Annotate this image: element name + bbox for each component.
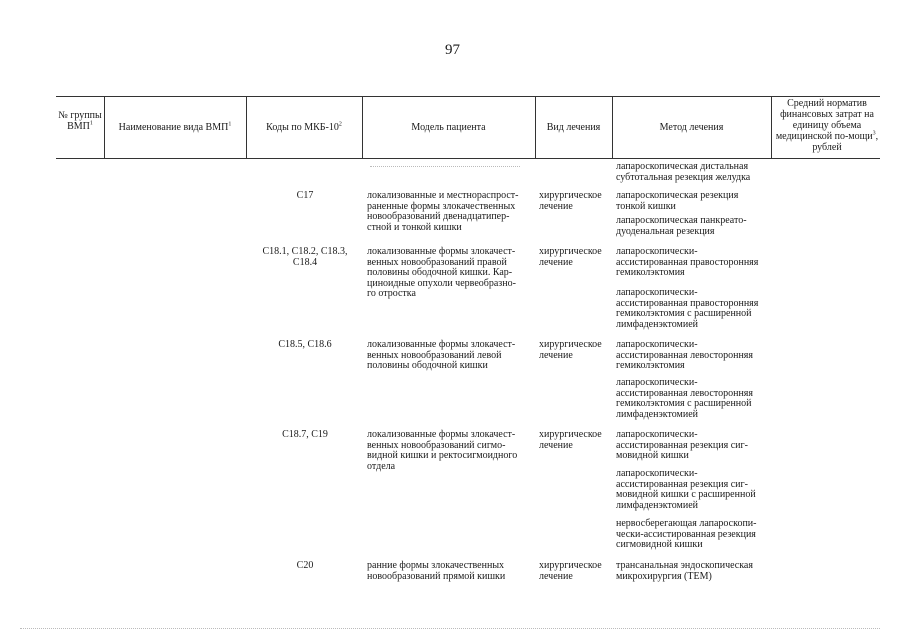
treatment-type: хирургическое лечение bbox=[539, 246, 602, 268]
header-avg-norm-tail: , рублей bbox=[812, 131, 879, 153]
treatment-type: хирургическое лечение bbox=[539, 190, 602, 212]
header-treatment-method bbox=[612, 122, 771, 133]
header-avg-norm bbox=[773, 98, 881, 153]
treatment-method: нервосберегающая лапароскопи- чески-ассистированная резекция сигмовидной кишки bbox=[616, 518, 757, 550]
header-patient-model-label: Модель пациента bbox=[411, 122, 486, 133]
treatment-method: лапароскопически- ассистированная правосторонняя гемиколэктомия bbox=[616, 246, 759, 278]
treatment-type: хирургическое лечение bbox=[539, 339, 602, 361]
header-avg-norm-label: Средний норматив финансовых затрат на единицу объема медицинской по-мощи bbox=[775, 98, 874, 142]
treatment-type: хирургическое лечение bbox=[539, 429, 602, 451]
header-treatment-method-label: Метод лечения bbox=[659, 122, 724, 133]
header-icd-codes-label: Коды по МКБ-10 bbox=[266, 122, 339, 133]
icd-code: C17 bbox=[296, 190, 314, 201]
patient-model: локализованные формы злокачест- венных новообразований левой половины ободочной кишки bbox=[367, 339, 516, 371]
footnote-ref-1: 1 bbox=[228, 121, 232, 128]
header-icd-codes bbox=[246, 122, 362, 133]
patient-model: локализованные формы злокачест- венных новообразований правой половины ободочной кишки. Кар- циноидные опухоли червеобразно- го отростка bbox=[367, 246, 516, 299]
header-vmp-name bbox=[104, 122, 246, 133]
treatment-method: лапароскопическая резекция тонкой кишки bbox=[616, 190, 739, 212]
header-group-number-label: № группы ВМП bbox=[58, 110, 102, 132]
treatment-method: лапароскопически- ассистированная резекция сиг- мовидной кишки bbox=[616, 429, 748, 461]
header-group-number bbox=[56, 110, 104, 132]
header-treatment-type-label: Вид лечения bbox=[546, 122, 601, 133]
treatment-method: лапароскопическая дистальная субтотальная резекция желудка bbox=[616, 161, 751, 183]
icd-code: C20 bbox=[296, 560, 314, 571]
icd-code: C18.7, C19 bbox=[282, 429, 328, 440]
footnote-ref-2: 2 bbox=[338, 121, 342, 128]
patient-model: ранние формы злокачественных новообразований прямой кишки bbox=[367, 560, 506, 582]
footnote-ref-1: 1 bbox=[89, 120, 93, 127]
treatment-method: лапароскопически- ассистированная левосторонняя гемиколэктомия с расширенной лимфаденэктомией bbox=[616, 377, 754, 420]
treatment-method: лапароскопически- ассистированная левосторонняя гемиколэктомия bbox=[616, 339, 754, 371]
treatment-method: лапароскопически- ассистированная резекция сиг- мовидной кишки с расширенной лимфаденэктомией bbox=[616, 468, 756, 511]
icd-code: C18.1, C18.2, C18.3, C18.4 bbox=[262, 246, 348, 268]
header-treatment-type bbox=[535, 122, 612, 133]
icd-code: C18.5, C18.6 bbox=[278, 339, 332, 350]
treatment-method: лапароскопически- ассистированная правосторонняя гемиколэктомия с расширенной лимфаденэктомией bbox=[616, 287, 759, 330]
treatment-method: лапароскопическая панкреато- дуоденальная резекция bbox=[616, 215, 747, 237]
patient-model: локализованные формы злокачест- венных новообразований сигмо- видной кишки и ректосигмоидного отдела bbox=[367, 429, 518, 472]
header-patient-model bbox=[362, 122, 535, 133]
treatment-type: хирургическое лечение bbox=[539, 560, 602, 582]
footnote-ref-3: 3 bbox=[872, 130, 876, 137]
patient-model: локализованные и местнораспрост- раненные формы злокачественных новообразований двенадцатипер- стной и тонкой кишки bbox=[367, 190, 519, 233]
treatment-method: трансанальная эндоскопическая микрохирургия (ТЕМ) bbox=[616, 560, 753, 582]
header-vmp-name-label: Наименование вида ВМП bbox=[118, 122, 229, 133]
page-number: 97 bbox=[445, 42, 460, 58]
